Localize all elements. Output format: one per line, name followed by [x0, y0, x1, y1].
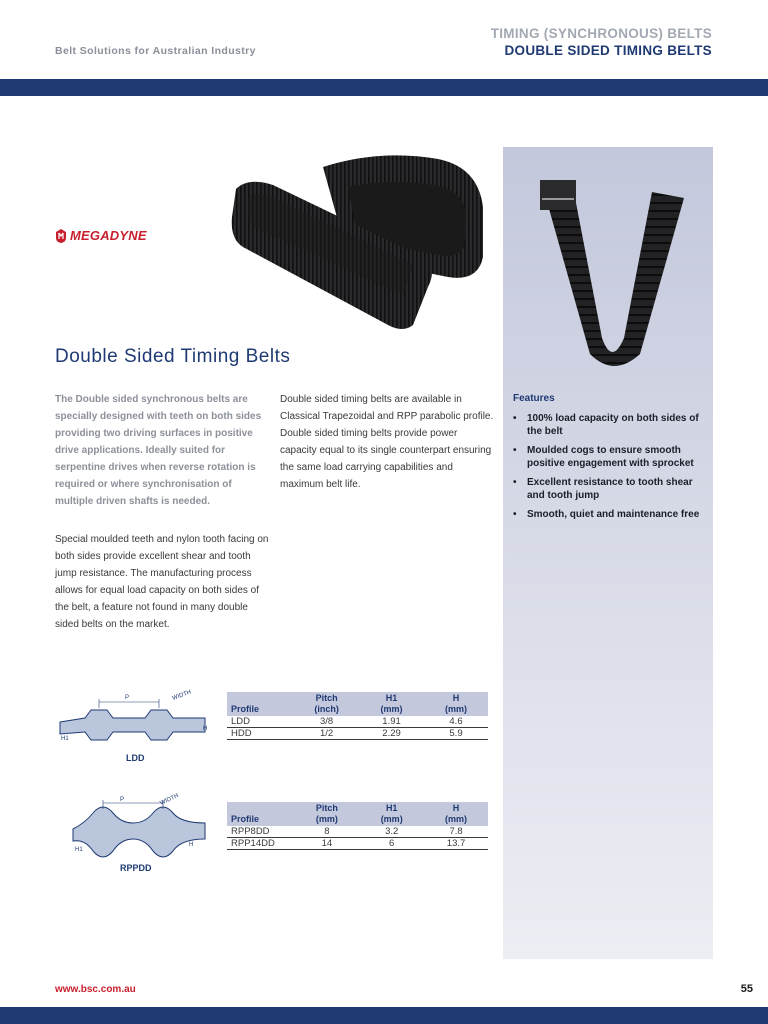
- features-heading: Features: [513, 393, 555, 404]
- cell-pitch: 14: [294, 838, 359, 850]
- col-pitch-unit: (mm): [315, 814, 338, 824]
- col-pitch: [294, 802, 359, 826]
- bullet-icon: •: [513, 413, 517, 424]
- col-profile: Profile: [227, 802, 294, 826]
- table-header-row: [227, 802, 488, 826]
- cell-pitch: 1/2: [294, 728, 359, 740]
- website-link[interactable]: www.bsc.com.au: [55, 984, 136, 995]
- rppdd-h1-label: H1: [75, 847, 83, 853]
- megadyne-logo: [55, 228, 147, 243]
- feature-item: [513, 444, 705, 470]
- table-row: [227, 728, 488, 740]
- cell-pitch: 8: [294, 826, 359, 838]
- cell-h: 4.6: [424, 716, 488, 728]
- ldd-h-label: H: [203, 726, 208, 732]
- ldd-pitch-label: P: [125, 695, 130, 701]
- col-h1-label: H1: [385, 803, 398, 813]
- col-h-unit: (mm): [445, 704, 467, 714]
- serpentine-belt-image: [532, 178, 692, 373]
- megadyne-emblem-icon: [55, 229, 67, 243]
- ldd-h1-label: H1: [61, 736, 69, 742]
- header-section-title: DOUBLE SIDED TIMING BELTS: [504, 43, 712, 58]
- feature-item: [513, 508, 705, 521]
- feature-item: [513, 476, 705, 502]
- col-h1-unit: (mm): [380, 704, 403, 714]
- ldd-spec-table: [227, 692, 488, 740]
- ldd-width-label: WIDTH: [171, 689, 193, 702]
- header-category: TIMING (SYNCHRONOUS) BELTS: [490, 26, 712, 41]
- col-h1: [359, 802, 424, 826]
- col-h-label: H: [452, 803, 460, 813]
- col-pitch-label: Pitch: [315, 803, 338, 813]
- logo-text: MEGADYNE: [70, 228, 147, 243]
- feature-text: 100% load capacity on both sides of the belt: [527, 413, 699, 437]
- cell-profile: RPP14DD: [227, 838, 294, 850]
- feature-text: Excellent resistance to tooth shear and tooth jump: [527, 477, 693, 501]
- col-pitch: [294, 692, 359, 716]
- col-pitch-label: Pitch: [315, 693, 338, 703]
- cell-h: 13.7: [424, 838, 488, 850]
- intro-paragraph: The Double sided synchronous belts are specially designed with teeth on both sides providing two driving surfaces in positive drive applications. Ideally suited for serpentine drives when reverse rotation is required or where synchronisation of multiple driven shafts is needed.: [55, 394, 262, 507]
- rppdd-width-label: WIDTH: [159, 793, 180, 807]
- cell-h1: 2.29: [359, 728, 424, 740]
- table-header-row: [227, 692, 488, 716]
- bullet-icon: •: [513, 445, 517, 456]
- rppdd-profile-diagram: [65, 793, 215, 863]
- col-h1: [359, 692, 424, 716]
- table-row: [227, 826, 488, 838]
- cell-h: 5.9: [424, 728, 488, 740]
- col-h: [424, 692, 488, 716]
- rppdd-diagram-label: RPPDD: [120, 863, 152, 873]
- ldd-diagram-label: LDD: [126, 753, 145, 763]
- bullet-icon: •: [513, 477, 517, 488]
- page-title: Double Sided Timing Belts: [55, 346, 291, 367]
- description-paragraph: Special moulded teeth and nylon tooth facing on both sides provide excellent shear and tooth jump resistance. The manufacturing process allows for equal load capacity on both sides of the belt, a feature not found in many double sided belts on the market.: [55, 534, 269, 630]
- col-profile: Profile: [227, 692, 294, 716]
- cell-h1: 3.2: [359, 826, 424, 838]
- table-row: [227, 716, 488, 728]
- header-tagline: Belt Solutions for Australian Industry: [55, 45, 256, 57]
- cell-h1: 1.91: [359, 716, 424, 728]
- ldd-profile-diagram: [55, 688, 215, 748]
- rppdd-h-label: H: [189, 842, 194, 848]
- feature-text: Smooth, quiet and maintenance free: [527, 509, 700, 520]
- col-h: [424, 802, 488, 826]
- cell-pitch: 3/8: [294, 716, 359, 728]
- col-h-unit: (mm): [445, 814, 468, 824]
- bullet-icon: •: [513, 509, 517, 520]
- double-sided-belt-image: [228, 147, 490, 337]
- cell-profile: LDD: [227, 716, 294, 728]
- feature-text: Moulded cogs to ensure smooth positive engagement with sprocket: [527, 445, 694, 469]
- cell-profile: HDD: [227, 728, 294, 740]
- col-h1-label: H1: [385, 693, 398, 703]
- cell-profile: RPP8DD: [227, 826, 294, 838]
- col-h-label: H: [452, 693, 460, 703]
- col-pitch-unit: (inch): [314, 704, 339, 714]
- col-h1-unit: (mm): [380, 814, 403, 824]
- rppdd-pitch-label: P: [120, 797, 125, 803]
- rppdd-spec-table: [227, 802, 488, 850]
- cell-h1: 6: [359, 838, 424, 850]
- table-row: [227, 838, 488, 850]
- availability-paragraph: Double sided timing belts are available in Classical Trapezoidal and RPP parabolic profile. Double sided timing belts provide power capacity equal to its single counterpart ensuring the same load carrying capabilities and maximum belt life.: [280, 394, 494, 490]
- footer-band: [0, 1007, 768, 1024]
- features-list: [513, 412, 705, 527]
- page-number: 55: [740, 983, 753, 995]
- cell-h: 7.8: [424, 826, 488, 838]
- feature-item: [513, 412, 705, 438]
- header-band: [0, 79, 768, 96]
